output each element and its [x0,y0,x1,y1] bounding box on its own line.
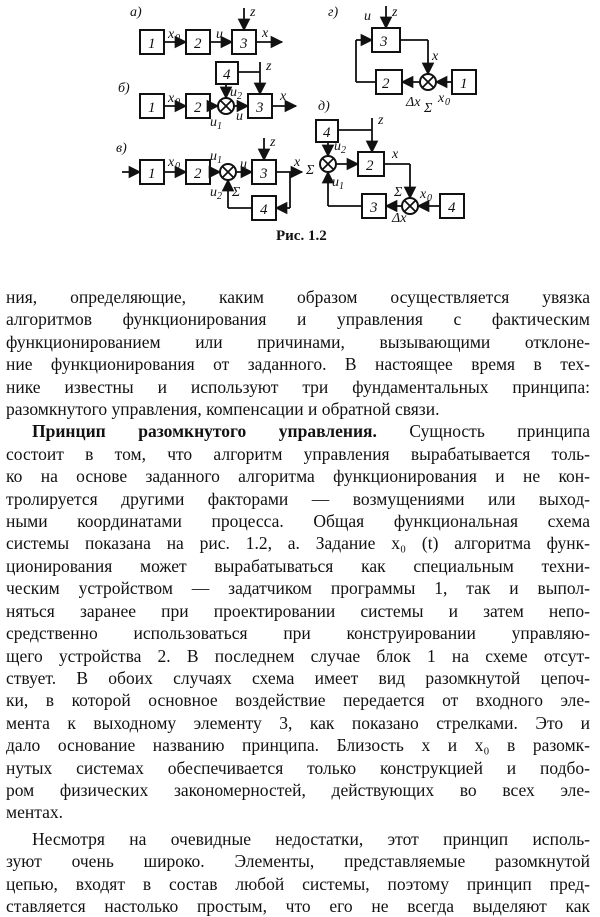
text-line: ко на основе заданного алгоритма функционирования и не кон- [6,466,590,487]
svg-text:Δx: Δx [406,95,421,110]
svg-text:4: 4 [323,125,331,141]
text-line: ния, определяющие, каким образом осуществляется увязка [6,287,590,307]
text-line: няться заранее при проектировании системы и затем непо- [6,600,590,621]
svg-text:2: 2 [237,91,242,102]
text-line: мента к выходному элементу 3, как показано стрелками. Это и [6,712,590,733]
text-line: цепью, входят в состав любой системы, поэтому принцип пред- [6,873,590,894]
svg-text:3: 3 [256,100,264,116]
svg-text:x: x [392,147,399,162]
figure-1-2 [110,0,510,248]
panel-label-b: б) [118,81,130,96]
svg-text:Σ: Σ [394,185,403,200]
svg-text:Δx: Δx [392,211,407,226]
text-line: ние функционирования от заданного. В настоящее время в тех- [6,354,590,375]
svg-text:2: 2 [194,166,202,182]
svg-text:x: x [168,155,175,170]
svg-text:z: z [392,5,398,20]
block-diagrams [110,0,510,248]
svg-text:Σ: Σ [424,101,433,116]
diagram-d [305,99,464,226]
diagram-a [130,5,282,54]
svg-text:3: 3 [370,200,378,216]
svg-text:z: z [378,113,384,128]
text-line: ки, в которой основное воздействие передается от входного эле- [6,690,590,711]
section-heading: Принцип разомкнутого управления. [32,421,377,442]
svg-text:4: 4 [448,200,456,216]
svg-text:0: 0 [445,97,450,108]
svg-text:u: u [210,115,217,130]
svg-text:u: u [334,139,341,154]
panel-label-g: г) [328,5,339,20]
text-line-tail: Сущность принципа [409,421,590,442]
svg-text:1: 1 [148,100,156,116]
svg-text:x: x [432,49,439,64]
text-line: дало основание названию принципа. Близость x и x₀ в разомк- [6,735,590,756]
diagram-b [118,59,296,132]
figure-caption: Рис. 1.2 [276,228,327,244]
panel-label-v: в) [116,141,127,156]
svg-text:0: 0 [175,161,180,172]
svg-text:0: 0 [175,97,180,108]
svg-text:u: u [216,27,223,42]
text-line: нутых системах обеспечивается только конструкцией и подбо- [6,757,590,778]
svg-text:1: 1 [339,181,344,192]
text-line: алгоритмов функционирования и управления с фактическим [6,309,590,330]
svg-text:3: 3 [240,36,248,52]
text-line [6,420,590,442]
svg-text:3: 3 [260,166,268,182]
text-line: средственно использоваться при конструировании управляю- [6,623,590,644]
svg-text:4: 4 [223,67,231,83]
svg-text:x: x [294,155,301,170]
svg-text:x: x [420,187,427,202]
svg-text:2: 2 [194,100,202,116]
svg-text:x: x [280,89,287,104]
svg-text:0: 0 [175,33,180,44]
text-line: состоит в том, что алгоритм управления вырабатывается толь- [6,443,590,464]
text-line: ными координатами процесса. Общая функциональная схема [6,511,590,532]
svg-text:2: 2 [382,76,390,92]
svg-text:1: 1 [217,121,222,132]
text-line: Несмотря на очевидные недостатки, этот принцип исполь- [32,828,590,849]
text-line: ром физических закономерностей, действующих во всех эле- [6,779,590,800]
svg-text:u: u [332,175,339,190]
svg-text:u: u [364,9,371,24]
svg-text:2: 2 [366,158,374,174]
svg-text:x: x [168,27,175,42]
panel-label-a: а) [130,5,142,20]
svg-text:1: 1 [148,166,156,182]
svg-text:u: u [210,185,217,200]
diagram-v [116,135,302,220]
svg-text:x: x [262,26,269,41]
svg-text:1: 1 [460,76,468,92]
svg-text:u: u [210,149,217,164]
panel-label-d: д) [318,99,330,114]
text-line: системы показана на рис. 1.2, а. Задание x₀ (t) алгоритма функ- [6,533,590,554]
svg-text:Σ: Σ [306,163,315,178]
svg-text:u: u [236,109,243,124]
paragraph-2 [6,420,590,823]
svg-text:u: u [230,85,237,100]
text-line: ствует. В обоих случаях схема имеет вид разомкнутой цепоч- [6,667,590,688]
svg-text:1: 1 [148,36,156,52]
svg-text:z: z [270,135,276,150]
text-line: щего устройства 2. В последнем случае блок 1 на схеме отсут- [6,645,590,666]
paragraph-1 [6,286,590,420]
text-line: ческим устройством — задатчиком программы 1, так и выпол- [6,578,590,599]
svg-text:z: z [250,5,256,20]
paragraph-3 [6,828,590,917]
svg-text:0: 0 [427,193,432,204]
body-text [6,286,590,917]
text-line: разомкнутого управления, компенсации и обратной связи. [6,399,440,420]
svg-text:x: x [438,91,445,106]
svg-text:4: 4 [260,202,268,218]
svg-text:Σ: Σ [232,185,241,200]
svg-text:u: u [240,157,247,172]
svg-text:2: 2 [341,145,346,156]
svg-text:2: 2 [194,36,202,52]
svg-text:2: 2 [217,191,222,202]
text-line: зуют очень широко. Элементы, представляемые разомкнутой [6,851,590,872]
text-line: ставляется настолько простым, что его не всегда выделяют как [6,895,590,916]
svg-text:x: x [168,91,175,106]
svg-text:1: 1 [217,155,222,166]
svg-text:3: 3 [380,34,388,50]
text-line: функционированием или причинами, вызывающими отклоне- [6,331,590,352]
text-line: нике известны и используют три фундаментальных принципа: [6,376,590,397]
svg-text:z: z [266,59,272,74]
text-line: ционирования может вырабатываться как специальным техни- [6,555,590,576]
text-line: тролируется другими факторами — возмущениями или выход- [6,488,590,509]
text-line: ментах. [6,802,63,823]
diagram-g [328,5,476,116]
